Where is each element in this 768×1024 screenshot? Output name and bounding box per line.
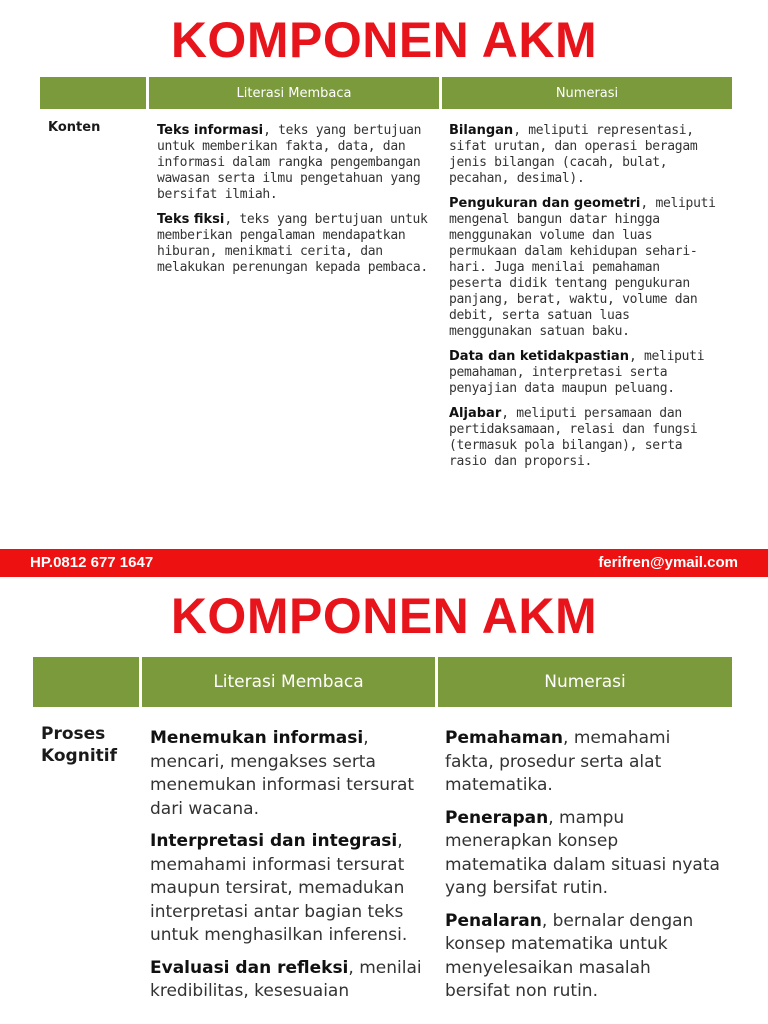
entry-desc: , meliputi persamaan dan pertidaksamaan, relasi dan fungsi (termasuk pola bilangan), serta rasio dan proporsi. <box>449 406 698 469</box>
literasi-entry <box>150 957 430 1004</box>
entry-term: Evaluasi dan refleksi <box>150 957 349 978</box>
slide-title: KOMPONEN AKM <box>170 588 598 644</box>
entry-term: Teks informasi <box>157 123 264 138</box>
entry-term: Pemahaman <box>445 728 564 748</box>
entry-desc: , bernalar dengan konsep matematika untuk menyelesaikan masalah bersifat non rutin. <box>445 910 694 1001</box>
row-label-proses-kognitif <box>41 723 117 767</box>
row-label-line: Kognitif <box>41 746 118 766</box>
entry-desc: , mampu menerapkan konsep matematika dalam situasi nyata yang bersifat rutin. <box>445 807 720 898</box>
entry-desc: , meliputi mengenal bangun datar hingga menggunakan volume dan luas permukaan dalam kehidupan sehari-hari. Juga menilai pemahaman peserta didik tentang pengukuran panjang, berat, waktu, volume dan debit, serta satuan luas menggunakan satuan baku. <box>449 196 716 339</box>
entry-term: Aljabar <box>449 406 502 421</box>
literasi-entry <box>157 123 429 203</box>
slide-proses-kognitif <box>0 577 768 1024</box>
literasi-entry <box>150 727 430 821</box>
header-literasi: Literasi Membaca <box>236 85 352 101</box>
slide-title: KOMPONEN AKM <box>170 12 598 68</box>
footer-bar <box>0 549 768 577</box>
header-numerasi: Numerasi <box>555 85 619 101</box>
table-header <box>40 77 732 109</box>
row-label-line: Proses <box>41 724 106 744</box>
entry-desc: , memahami informasi tersurat maupun tersirat, memadukan interpretasi antar bagian teks untuk menghasilkan inferensi. <box>150 831 408 945</box>
numerasi-entry <box>449 349 719 397</box>
entry-term: Menemukan informasi <box>150 728 364 748</box>
entry-desc: , teks yang bertujuan untuk memberikan pengalaman mendapatkan hiburan, menikmati cerita, dan melakukan perenungan kepada pembaca. <box>157 212 428 275</box>
footer-email: ferifren@ymail.com <box>598 554 738 571</box>
entry-desc: , memahami fakta, prosedur serta alat matematika. <box>445 728 671 795</box>
numerasi-entry <box>445 727 720 798</box>
entry-term: Teks fiksi <box>157 212 225 227</box>
entry-term: Interpretasi dan integrasi <box>150 831 398 851</box>
literasi-entry <box>157 212 429 276</box>
literasi-column <box>157 123 429 285</box>
row-label-konten: Konten <box>48 120 101 135</box>
footer-phone: HP.0812 677 1647 <box>30 554 154 571</box>
entry-desc: , menilai kredibilitas, kesesuaian <box>150 957 422 1001</box>
entry-term: Pengukuran dan geometri <box>449 196 641 211</box>
numerasi-column <box>449 123 719 479</box>
entry-desc: , teks yang bertujuan untuk memberikan fakta, data, dan informasi dalam rangka pengembangan wawasan serta ilmu pengetahuan yang bersifat ilmiah. <box>157 123 422 202</box>
entry-term: Data dan ketidakpastian <box>449 349 629 364</box>
entry-desc: , meliputi representasi, sifat urutan, dan operasi beragam jenis bilangan (cacah, bulat, pecahan, desimal). <box>449 123 698 186</box>
entry-term: Bilangan <box>449 123 514 138</box>
entry-term: Penalaran <box>445 910 542 931</box>
numerasi-column <box>445 727 720 1013</box>
numerasi-entry <box>449 196 719 340</box>
header-literasi: Literasi Membaca <box>213 672 364 692</box>
header-numerasi: Numerasi <box>544 672 626 692</box>
table-header <box>33 657 732 707</box>
entry-desc: , meliputi pemahaman, interpretasi serta penyajian data maupun peluang. <box>449 349 705 396</box>
entry-desc: , mencari, mengakses serta menemukan informasi tersurat dari wacana. <box>150 728 415 819</box>
numerasi-entry <box>445 910 720 1004</box>
numerasi-entry <box>445 807 720 901</box>
literasi-entry <box>150 830 430 948</box>
literasi-column <box>150 727 430 1013</box>
numerasi-entry <box>449 123 719 187</box>
numerasi-entry <box>449 406 719 470</box>
entry-term: Penerapan <box>445 807 549 828</box>
